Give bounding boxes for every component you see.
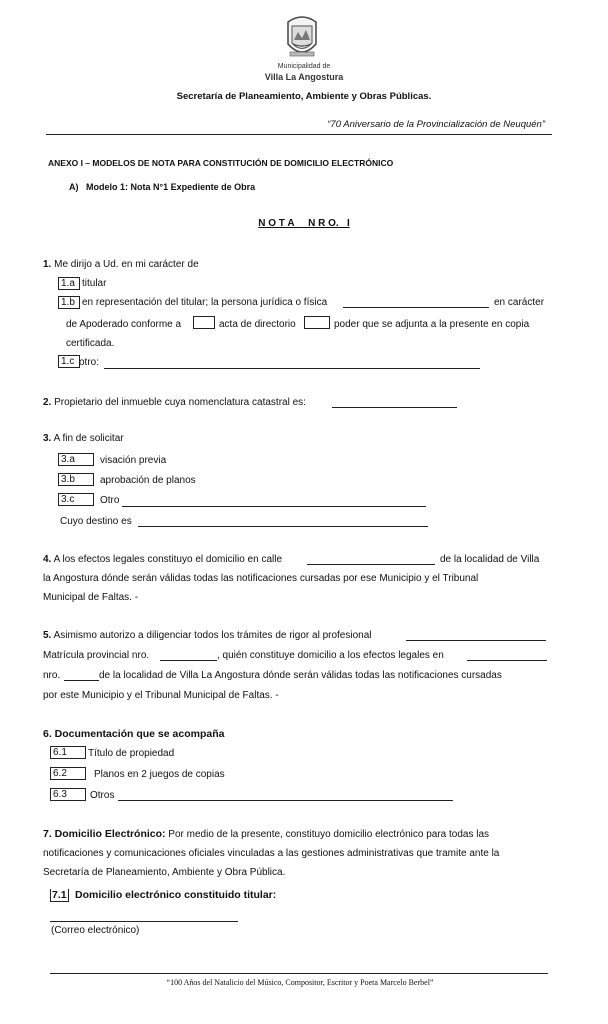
checkbox-1a[interactable]: 1.a (58, 277, 80, 290)
section-5-line4: por este Municipio y el Tribunal Municipal de Faltas. - (43, 690, 279, 701)
section-5-line3: de la localidad de Villa La Angostura dónde serán válidas todas las notificaciones cursadas (99, 670, 502, 681)
checkbox-6-2[interactable]: 6.2 (50, 767, 86, 780)
field-3c-otro[interactable] (122, 506, 426, 507)
section-3-heading: 3. A fin de solicitar (43, 433, 124, 444)
section-6-heading: 6. Documentación que se acompaña (43, 728, 225, 740)
aniversario-slogan: “70 Aniversario de la Provincialización de Neuquén” (327, 119, 545, 130)
correo-caption: (Correo electrónico) (51, 925, 140, 936)
section-4-line1: 4. A los efectos legales constituyo el domicilio en calle (43, 554, 283, 565)
section-7-1-heading: Domicilio electrónico constituido titular: (75, 889, 277, 901)
checkbox-6-3[interactable]: 6.3 (50, 788, 86, 801)
option-6-3-label: Otros (90, 790, 115, 801)
municipality-name: Villa La Angostura (264, 72, 344, 82)
section-4-line2: la Angostura dónde serán válidas todas las notificaciones cursadas por ese Municipio y el Tribunal (43, 573, 479, 584)
footer-rule (50, 973, 548, 974)
option-3c-label: Otro (100, 495, 120, 506)
header-rule (46, 134, 552, 135)
field-1c-otro[interactable] (104, 368, 480, 369)
checkbox-poder[interactable] (304, 316, 330, 329)
section-7-line2: notificaciones y comunicaciones oficiales vinculadas a las gestiones administrativas que tramite ante la (43, 848, 500, 859)
checkbox-6-1[interactable]: 6.1 (50, 746, 86, 759)
field-6-3-otros[interactable] (118, 800, 453, 801)
section-2-heading: 2. Propietario del inmueble cuya nomenclatura catastral es: (43, 397, 306, 408)
option-1c-label: otro: (79, 357, 100, 368)
option-1b-end: en carácter (494, 297, 545, 308)
apoderado-text: de Apoderado conforme a (66, 319, 182, 330)
section-5-line1: 5. Asimismo autorizo a diligenciar todos los trámites de rigor al profesional (43, 630, 372, 641)
section-7-line1: 7. Domicilio Electrónico: Por medio de la presente, constituyo domicilio electrónico para todas las (43, 828, 490, 840)
anexo-title: ANEXO I – MODELOS DE NOTA PARA CONSTITUCIÓN DE DOMICILIO ELECTRÓNICO (48, 158, 394, 168)
certificada-text: certificada. (66, 338, 115, 349)
field-correo[interactable] (50, 921, 238, 922)
option-1a-label: titular (82, 278, 107, 289)
section-4-line3: Municipal de Faltas. - (43, 592, 139, 603)
section-1-heading: 1. Me dirijo a Ud. en mi carácter de (43, 259, 199, 270)
field-nro[interactable] (64, 680, 99, 681)
nota-title: N O T A N R O. I (258, 218, 350, 229)
footer-slogan: “100 Años del Natalicio del Músico, Compositor, Escritor y Poeta Marcelo Berbel” (166, 978, 434, 987)
section-7-line3: Secretaría de Planeamiento, Ambiente y Obra Pública. (43, 867, 286, 878)
matricula-label: Matrícula provincial nro. (43, 650, 150, 661)
checkbox-3a[interactable]: 3.a (58, 453, 94, 466)
checkbox-3b[interactable]: 3.b (58, 473, 94, 486)
acta-label: acta de directorio (219, 319, 296, 330)
modelo-subtitle: A) Modelo 1: Nota N°1 Expediente de Obra (69, 182, 256, 192)
section-5-line2-mid: , quién constituye domicilio a los efectos legales en (217, 650, 444, 661)
box-7-1: 7.1 (52, 889, 67, 901)
checkbox-acta[interactable] (193, 316, 215, 329)
field-profesional[interactable] (406, 640, 546, 641)
field-matricula[interactable] (160, 660, 217, 661)
option-1b-label: en representación del titular; la persona jurídica o física (82, 297, 328, 308)
secretaria-header: Secretaría de Planeamiento, Ambiente y Obras Públicas. (176, 91, 432, 102)
municipality-label: Municipalidad de (277, 63, 331, 70)
checkbox-3c[interactable]: 3.c (58, 493, 94, 506)
checkbox-1b[interactable]: 1.b (58, 296, 80, 309)
option-6-1-label: Título de propiedad (88, 748, 175, 759)
municipal-logo (280, 14, 324, 62)
field-1b-person[interactable] (343, 307, 489, 308)
option-3b-label: aprobación de planos (100, 475, 196, 486)
poder-label: poder que se adjunta a la presente en copia (334, 319, 530, 330)
option-3a-label: visación previa (100, 455, 167, 466)
nro-label: nro. (43, 670, 61, 681)
field-domicilio-profesional[interactable] (467, 660, 547, 661)
destino-label: Cuyo destino es (60, 516, 132, 527)
field-destino[interactable] (138, 526, 428, 527)
section-4-line1-end: de la localidad de Villa (440, 554, 540, 565)
option-6-2-label: Planos en 2 juegos de copias (94, 769, 225, 780)
field-nomenclatura[interactable] (332, 407, 457, 408)
checkbox-1c[interactable]: 1.c (58, 355, 80, 368)
field-calle[interactable] (307, 564, 435, 565)
